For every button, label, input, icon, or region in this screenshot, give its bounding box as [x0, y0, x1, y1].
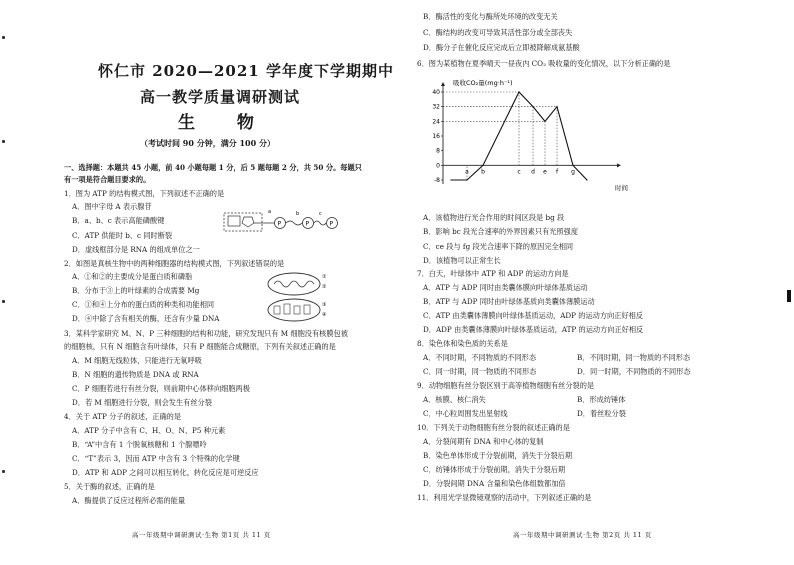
q8-option-a: A．不同时期，不同物质的不同形态 [423, 353, 537, 362]
chart-x-axis-label: 时间 [615, 184, 628, 192]
svg-text:④: ④ [322, 312, 327, 318]
chart-x-ticks [465, 168, 575, 175]
binding-mark [2, 300, 5, 303]
co2-absorption-chart [417, 76, 637, 202]
q3-option-a: A．M 细胞无线粒体，只能进行无氧呼吸 [72, 356, 202, 365]
question-1: 1．图为 ATP 的结构模式图，下列叙述不正确的是 [64, 189, 225, 198]
q8-option-c: C．同一时期，同一物质的不同形态 [423, 367, 537, 376]
svg-text:P: P [305, 220, 310, 228]
chart-point [556, 106, 557, 107]
q7-option-b: B．ATP 与 ADP 同时由叶绿体基质向类囊体薄膜运动 [423, 297, 595, 306]
q6-option-d: D．该植物可以正常生长 [423, 256, 501, 265]
chart-y-tick-label: 8 [436, 147, 440, 155]
q3-option-b: B．N 细胞的遗传物质是 DNA 或 RNA [72, 370, 199, 379]
svg-text:P: P [277, 220, 282, 228]
q5-option-c: C．酶结构的改变可导致其活性部分或全部丧失 [423, 28, 573, 37]
q7-option-a: A．ATP 与 ADP 同时由类囊体膜向叶绿体基质运动 [423, 283, 588, 292]
question-9: 9．动物细胞有丝分裂区别于高等植物细胞有丝分裂的是 [417, 381, 595, 390]
q9-option-c: C．中心粒周围发出星射线 [423, 409, 508, 418]
chart-point [518, 91, 519, 92]
q1-option-d: D．虚线框部分是 RNA 的组成单位之一 [72, 245, 200, 254]
q6-option-b: B．影响 bc 段光合速率的外界因素只有光照强度 [423, 227, 579, 236]
chart-point [586, 179, 587, 180]
svg-text:②: ② [322, 284, 327, 290]
chart-point [532, 106, 533, 107]
chart-point [450, 179, 451, 180]
question-6: 6．图为某植物在夏季晴天一昼夜内 CO₂ 吸收量的变化情况，以下分析正确的是 [417, 59, 671, 68]
exam-title-line2: 高一教学质量调研测试 [140, 88, 301, 106]
chart-x-tick-label: c [517, 168, 521, 176]
chart-x-tick-label: d [531, 168, 535, 176]
page-footer-right: 高一年级期中调研测试·生物 第2页 共 11 页 [513, 531, 652, 539]
chart-y-tick-label: 24 [432, 118, 440, 126]
q2-option-a: A．①和②的主要成分是蛋白质和磷脂 [72, 272, 193, 281]
question-4: 4．关于 ATP 分子的叙述，正确的是 [64, 412, 182, 421]
q10-option-d: D．分裂间期 DNA 含量和染色体组数都加倍 [423, 479, 566, 488]
q5-option-a: A．酶提供了反应过程所必需的能量 [72, 496, 186, 505]
chart-y-tick-label: 32 [432, 103, 440, 111]
chart-x-tick-label: b [481, 168, 485, 176]
question-3-line2: 的细胞核，只有 N 细胞含有叶绿体，只有 P 细胞能合成糖原，下列有关叙述正确的是 [64, 342, 336, 351]
q10-option-c: C．纺锤体形成于分裂前期，消失于分裂后期 [423, 465, 566, 474]
q4-option-c: C．“T”表示 3，因而 ATP 中含有 3 个特殊的化学键 [72, 454, 240, 463]
svg-text:P: P [329, 220, 334, 228]
q5-option-b: B．酶活性的变化与酶所处环境的改变无关 [423, 12, 558, 21]
chart-x-tick-label: a [465, 168, 469, 176]
page-edge-marker [787, 290, 791, 302]
chart-guide-lines [443, 92, 557, 180]
question-10: 10．下列关于动物细胞有丝分裂的叙述正确的是 [417, 423, 570, 432]
q4-option-a: A．ATP 分子中含有 C、H、O、N、P5 种元素 [72, 426, 226, 435]
q10-option-a: A．分裂间期有 DNA 和中心体的复制 [423, 437, 544, 446]
chart-x-arrow [617, 163, 621, 167]
binding-mark [2, 140, 5, 143]
q6-option-a: A．该植物进行光合作用的时间区段是 bg 段 [423, 213, 565, 222]
q1-option-a: A．图中字母 A 表示腺苷 [72, 202, 152, 211]
section-heading-cont: 有一项是符合题目要求的。 [64, 175, 151, 184]
chart-point [482, 165, 483, 166]
chart-y-ticks [432, 89, 443, 184]
question-11: 11．利用光学显微镜观察的活动中，下列叙述正确的是 [417, 493, 592, 502]
q2-option-b: B．分布于③上的叶绿素的合成需要 Mg [72, 286, 200, 295]
chart-point [572, 165, 573, 166]
page-right [397, 0, 794, 565]
q9-option-d: D．着丝粒分裂 [577, 409, 626, 418]
svg-text:③: ③ [322, 302, 327, 308]
chart-x-tick-label: f [555, 168, 559, 176]
page-footer-left: 高一年级期中调研测试·生物 第1页 共 11 页 [132, 531, 271, 539]
question-5: 5．关于酶的叙述，正确的是 [64, 482, 155, 491]
q5-option-d: D．酶分子在催化反应完成后立即被降解成氨基酸 [423, 43, 580, 52]
q8-option-b: B．不同时期，同一物质的不同形态 [577, 353, 691, 362]
q4-option-b: B．“A”中含有 1 个脱氧核糖和 1 个腺嘌呤 [72, 440, 207, 449]
exam-title-line1: 怀仁市 2020—2021 学年度下学期期中 [98, 62, 394, 80]
atp-structure-diagram [222, 203, 342, 237]
q8-option-d: D．同一时期，不同物质的不同形态 [577, 367, 691, 376]
binding-mark [2, 36, 5, 39]
q2-option-c: C．①和④上分布的蛋白质的种类和功能相同 [72, 300, 215, 309]
organelle-diagram [262, 270, 342, 324]
exam-note: （考试时间 90 分钟，满分 100 分） [140, 138, 275, 148]
svg-text:b: b [296, 211, 300, 217]
chart-x-tick-label: g [571, 168, 575, 176]
chart-point [466, 179, 467, 180]
q10-option-b: B．染色单体形成于分裂前期，消失于分裂后期 [423, 451, 573, 460]
question-3-line1: 3．某科学家研究 M、N、P 三种细胞的结构和功能，研究发现只有 M 细胞没有核膜包被 [64, 329, 348, 338]
chart-y-tick-label: 40 [432, 89, 440, 96]
chart-x-tick-label: e [543, 168, 547, 176]
q4-option-d: D．ATP 和 ADP 之间可以相互转化，转化反应是可逆反应 [72, 468, 259, 477]
q9-option-b: B．形成纺锤体 [577, 395, 626, 404]
chart-y-tick-label: -8 [434, 177, 440, 184]
q7-option-c: C．ATP 由类囊体薄膜向叶绿体基质运动，ADP 的运动方向正好相反 [423, 311, 643, 320]
q7-option-d: D．ADP 由类囊体薄膜向叶绿体基质运动，ATP 的运动方向正好相反 [423, 325, 644, 334]
q9-option-a: A．核膜、核仁消失 [423, 395, 486, 404]
subject-title: 生 物 [178, 113, 272, 133]
chart-point [544, 121, 545, 122]
chart-y-axis-label: 吸收CO₂量(mg·h⁻¹) [453, 79, 513, 87]
svg-text:a: a [268, 209, 272, 215]
question-2: 2．如图是真核生物中的两种细胞器的结构模式图，下列叙述错误的是 [64, 259, 285, 268]
svg-text:c: c [319, 211, 322, 217]
q1-option-c: C．ATP 供能时 b、c 同时断裂 [72, 231, 173, 240]
q6-option-c: C．ce 段与 fg 段光合速率下降的原因完全相同 [423, 242, 574, 251]
chart-y-arrow [441, 82, 445, 86]
svg-text:①: ① [322, 274, 327, 280]
chart-y-tick-label: 16 [432, 133, 440, 140]
question-8: 8．染色体和染色质的关系是 [417, 339, 508, 348]
q3-option-d: D．若 M 细胞进行分裂，则会发生有丝分裂 [72, 398, 212, 407]
q2-option-d: D．④中除了含有相关的酶，还含有少量 DNA [72, 314, 220, 323]
q1-option-b: B．a、b、c 表示高能磷酸键 [72, 216, 165, 225]
section-heading: 一、选择题：本题共 45 小题，前 40 小题每题 1 分，后 5 题每题 2 分，共 50 分。每题只 [64, 163, 362, 172]
binding-mark [2, 470, 5, 473]
chart-y-tick-label: 0 [436, 162, 440, 170]
question-7: 7．白天，叶绿体中 ATP 和 ADP 的运动方向是 [417, 269, 569, 278]
q3-option-c: C．P 细胞若进行有丝分裂，则前期中心体移向细胞两极 [72, 384, 250, 393]
